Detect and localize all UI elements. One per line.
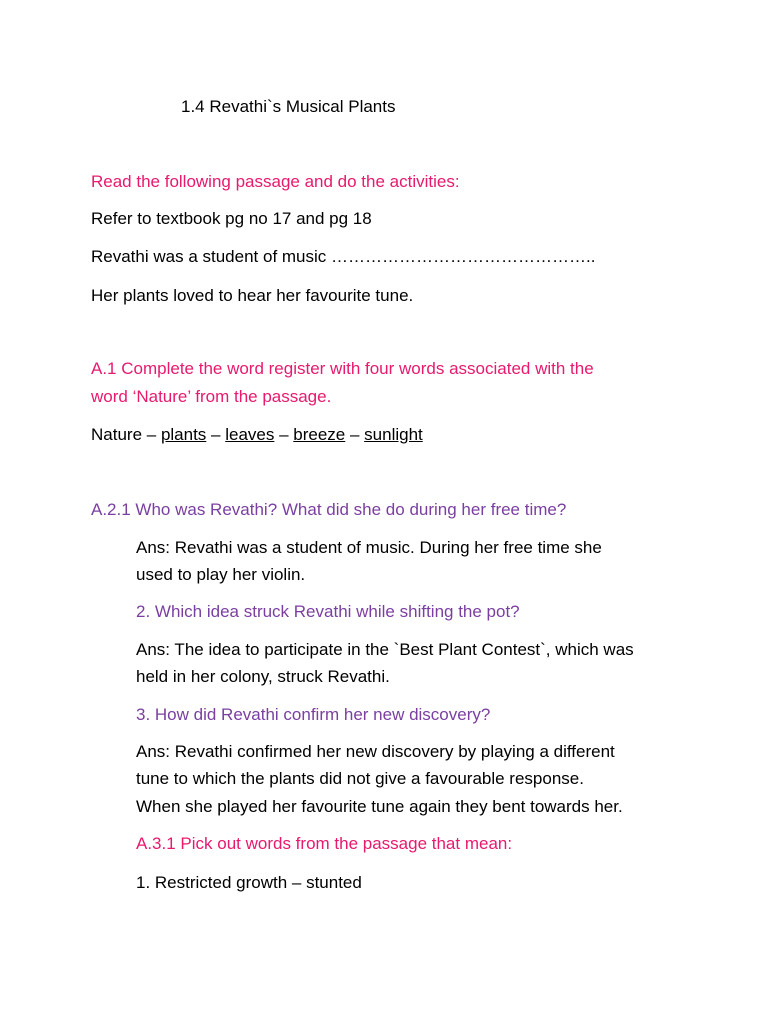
answer-a21-line-2: used to play her violin.	[136, 565, 306, 584]
answer-a21-line-1: Ans: Revathi was a student of music. During her free time she	[136, 538, 602, 557]
question-a31: A.3.1 Pick out words from the passage that mean:	[136, 834, 513, 853]
passage-line-2: Her plants loved to hear her favourite tune.	[91, 286, 414, 305]
word-register-separator: –	[206, 425, 226, 444]
word-register-separator: –	[345, 425, 365, 444]
word-register-separator: –	[274, 425, 294, 444]
answer-2-line-1: Ans: The idea to participate in the `Best Plant Contest`, which was	[136, 640, 634, 659]
answer-2-line-2: held in her colony, struck Revathi.	[136, 667, 390, 686]
passage-line-1: Revathi was a student of music ………………………………………..	[91, 247, 596, 266]
question-3: 3. How did Revathi confirm her new discovery?	[136, 705, 491, 724]
question-a1-line-1: A.1 Complete the word register with four words associated with the	[91, 359, 594, 378]
textbook-reference: Refer to textbook pg no 17 and pg 18	[91, 209, 372, 228]
question-a21: A.2.1 Who was Revathi? What did she do during her free time?	[91, 500, 567, 519]
word-register	[91, 421, 423, 449]
answer-a31-item-1: 1. Restricted growth – stunted	[136, 873, 362, 892]
word-register-word: sunlight	[364, 425, 423, 444]
answer-3-line-2: tune to which the plants did not give a favourable response.	[136, 769, 584, 788]
answer-3-line-3: When she played her favourite tune again they bent towards her.	[136, 797, 623, 816]
question-2: 2. Which idea struck Revathi while shifting the pot?	[136, 602, 520, 621]
word-register-head: Nature	[91, 425, 143, 444]
instruction-heading: Read the following passage and do the activities:	[91, 172, 460, 191]
question-a1-line-2: word ‘Nature’ from the passage.	[91, 387, 332, 406]
word-register-word: plants	[160, 425, 207, 444]
document-title: 1.4 Revathi`s Musical Plants	[181, 97, 396, 116]
word-register-word: breeze	[293, 425, 346, 444]
answer-3-line-1: Ans: Revathi confirmed her new discovery by playing a different	[136, 742, 615, 761]
word-register-word: leaves	[225, 425, 275, 444]
word-register-separator: –	[142, 425, 161, 444]
